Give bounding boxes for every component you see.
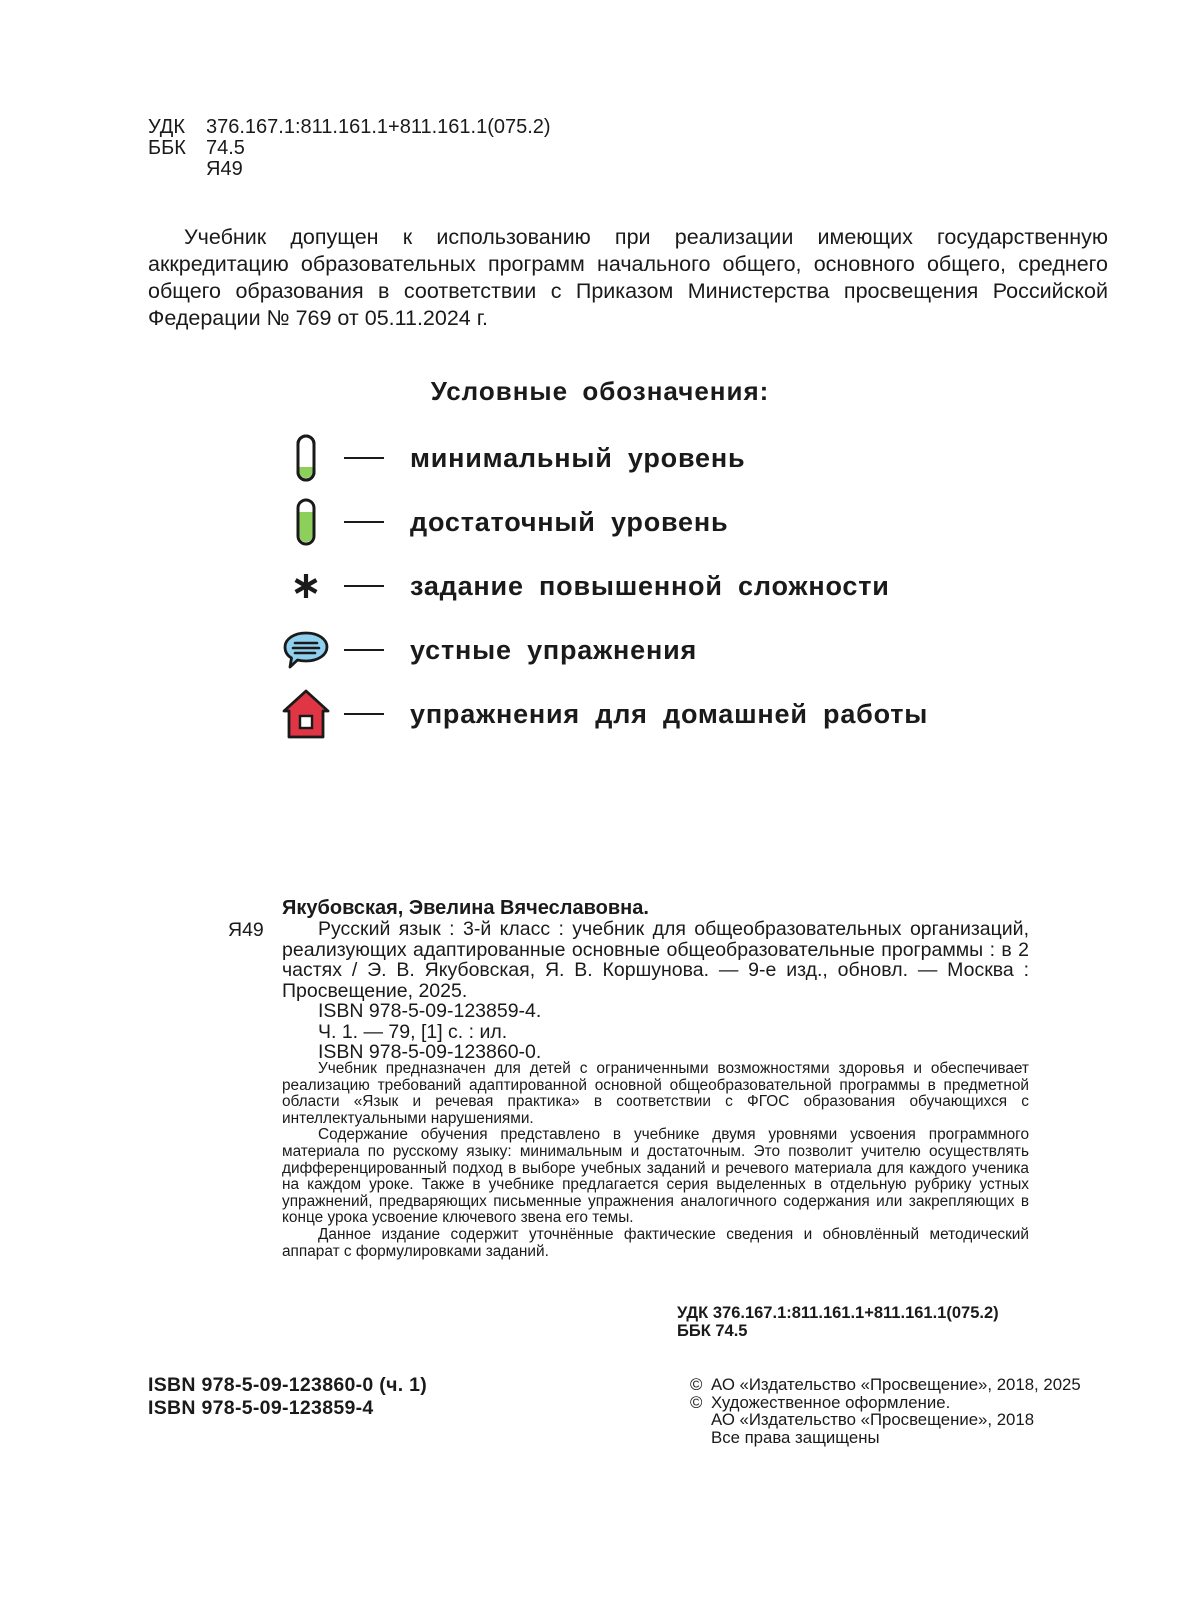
abstract-paragraph: Данное издание содержит уточнённые фактические сведения и обновлённый методический аппарат с формулировками заданий. [282, 1225, 1029, 1260]
approval-paragraph [148, 224, 1108, 332]
copyright-line: АО «Издательство «Просвещение», 2018, 2025 [711, 1375, 1081, 1394]
bbk-row [148, 138, 551, 159]
house-icon [278, 689, 334, 739]
bbk-value: 74.5 [206, 137, 245, 159]
legend-label: устные упражнения [410, 634, 698, 665]
isbn-line: ISBN 978-5-09-123859-4 [148, 1397, 374, 1419]
author-code: Я49 [206, 158, 243, 180]
copyright-line: АО «Издательство «Просвещение», 2018 [711, 1410, 1035, 1429]
bibliography-description: Русский язык : 3-й класс : учебник для общеобразовательных организаций, реализующих адаптированные основные общеобразовательные программы : в 2 частях / Э. В. Якубовская, Я. В. Коршунова. — 9-е изд., обновл. — Москва : Просвещение, 2025. [282, 918, 1029, 1002]
copyright-line: Художественное оформление. [711, 1392, 951, 1412]
legend-item-sufficient [278, 497, 728, 547]
udk-header [148, 117, 551, 180]
sufficient-level-icon [278, 497, 334, 547]
legend-dash [344, 649, 384, 651]
asterisk-icon [278, 561, 334, 611]
legend-label: минимальный уровень [410, 442, 746, 473]
legend-label: упражнения для домашней работы [410, 698, 929, 729]
abstract [282, 1061, 1029, 1260]
speech-bubble-icon [278, 625, 334, 675]
copyright-row [690, 1376, 1081, 1394]
legend-dash [344, 457, 384, 459]
legend-label: задание повышенной сложности [410, 570, 890, 601]
copyright-symbol: © [690, 1392, 703, 1412]
isbn-block [148, 1374, 427, 1420]
isbn-part: ISBN 978-5-09-123860-0. [318, 1041, 542, 1063]
abstract-paragraph: Содержание обучения представлено в учебнике двумя уровнями усвоения программного материала по русскому языку: минимальным и достаточным. Это позволит учителю осуществлять дифференцированный подход в выборе учебных заданий и речевого материала для каждого ученика на каждом уроке. Также в учебнике предлагается серия выделенных в отдельную рубрику устных упражнений, предваряющих письменные упражнения аналогичного содержания или закрепляющих в конце урока усвоение ключевого звена его темы. [282, 1126, 1029, 1227]
author-code-row [148, 159, 551, 180]
copyright-line: Все права защищены [711, 1427, 880, 1447]
copyright-block [690, 1376, 1081, 1446]
legend-item-home [278, 689, 928, 739]
legend-dash [344, 713, 384, 715]
legend-item-oral [278, 625, 697, 675]
approval-text: Учебник допущен к использованию при реализации имеющих государственную аккредитацию образовательных программ начального общего, основного общего, среднего общего образования в соответствии с Приказом Министерства просвещения Российской Федерации № 769 от 05.11.2024 г. [148, 225, 1108, 330]
copyright-symbol: © [690, 1375, 703, 1394]
udk-bottom-line: УДК 376.167.1:811.161.1+811.161.1(075.2) [677, 1304, 999, 1322]
legend-title: Условные обозначения: [430, 376, 770, 406]
copyright-row [690, 1394, 1081, 1412]
udk-value: 376.167.1:811.161.1+811.161.1(075.2) [206, 116, 551, 138]
author-name: Якубовская, Эвелина Вячеславовна. [282, 897, 649, 919]
isbn-line: ISBN 978-5-09-123860-0 (ч. 1) [148, 1374, 428, 1396]
legend-dash [344, 585, 384, 587]
bibliography-record [282, 919, 1029, 1063]
legend-item-minimal [278, 433, 745, 483]
abstract-paragraph: Учебник предназначен для детей с ограниченными возможностями здоровья и обеспечивает реализацию требований адаптированной основной общеобразовательной программы в предметной области «Язык и речевая практика» в соответствии с ФГОС образования обучающихся с интеллектуальными нарушениями. [282, 1060, 1029, 1127]
minimal-level-icon [278, 433, 334, 483]
bbk-bottom-line: ББК 74.5 [677, 1322, 748, 1340]
bbk-label: ББК [148, 137, 186, 159]
isbn-full: ISBN 978-5-09-123859-4. [318, 1000, 542, 1022]
bibliography-code: Я49 [228, 919, 264, 941]
part-pages: Ч. 1. — 79, [1] с. : ил. [318, 1020, 508, 1043]
legend-label: достаточный уровень [410, 506, 729, 537]
udk-row [148, 117, 551, 138]
legend-item-hard [278, 561, 890, 611]
legend-dash [344, 521, 384, 523]
udk-label: УДК [148, 116, 186, 138]
udk-bottom [677, 1304, 999, 1340]
